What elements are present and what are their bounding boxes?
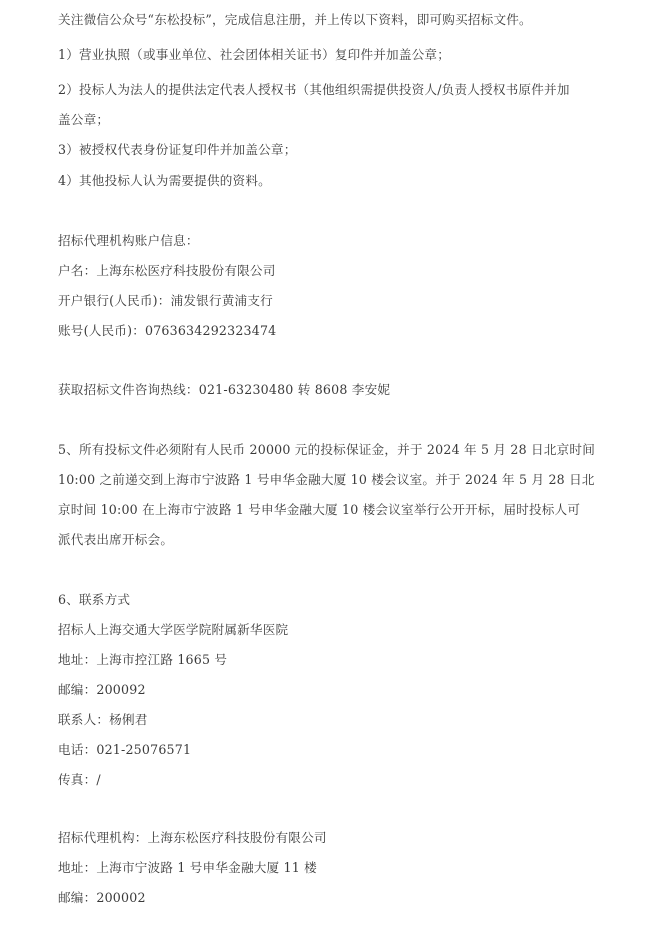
- tenderer-name: 招标人上海交通大学医学院附属新华医院: [58, 622, 289, 637]
- agency-postcode: 邮编：200002: [58, 890, 146, 905]
- agency-account-heading: 招标代理机构账户信息：: [58, 233, 199, 248]
- section-5-line-2: 10:00 之前递交到上海市宁波路 1 号申华金融大厦 10 楼会议室。并于 2024 年 5 月 28 日北: [58, 472, 595, 487]
- agency-name: 招标代理机构：上海东松医疗科技股份有限公司: [58, 830, 327, 845]
- section-5-line-1: 5、所有投标文件必须附有人民币 20000 元的投标保证金，并于 2024 年 5 月 28 日北京时间: [58, 442, 595, 457]
- account-name: 户名：上海东松医疗科技股份有限公司: [58, 263, 276, 278]
- requirement-item-2-line-1: 2）投标人为法人的提供法定代表人授权书（其他组织需提供投资人/负责人授权书原件并加: [58, 82, 570, 97]
- account-bank: 开户银行(人民币)：浦发银行黄浦支行: [58, 293, 273, 308]
- tenderer-phone: 电话：021-25076571: [58, 742, 192, 757]
- section-5-line-4: 派代表出席开标会。: [58, 532, 174, 547]
- section-5-line-3: 京时间 10:00 在上海市宁波路 1 号申华金融大厦 10 楼会议室举行公开开标，届时投标人可: [58, 502, 581, 517]
- requirement-item-3: 3）被授权代表身份证复印件并加盖公章；: [58, 142, 297, 157]
- tenderer-contact: 联系人：杨俐君: [58, 712, 148, 727]
- requirement-item-4: 4）其他投标人认为需要提供的资料。: [58, 173, 271, 188]
- tenderer-address: 地址：上海市控江路 1665 号: [58, 652, 228, 667]
- requirement-item-2-line-2: 盖公章；: [58, 112, 110, 127]
- account-number: 账号(人民币)：076363429232347​4: [58, 323, 277, 338]
- hotline-text: 获取招标文件咨询热线：021-63230480 转 8608 李安妮: [58, 382, 391, 397]
- requirement-item-1: 1）营业执照（或事业单位、社会团体相关证书）复印件并加盖公章；: [58, 47, 451, 62]
- tenderer-postcode: 邮编：200092: [58, 682, 146, 697]
- tenderer-fax: 传真：/: [58, 772, 101, 787]
- section-6-heading: 6、联系方式: [58, 592, 131, 607]
- agency-address: 地址：上海市宁波路 1 号申华金融大厦 11 楼: [58, 860, 317, 875]
- intro-text: 关注微信公众号“东松投标”，完成信息注册，并上传以下资料，即可购买招标文件。: [58, 12, 532, 27]
